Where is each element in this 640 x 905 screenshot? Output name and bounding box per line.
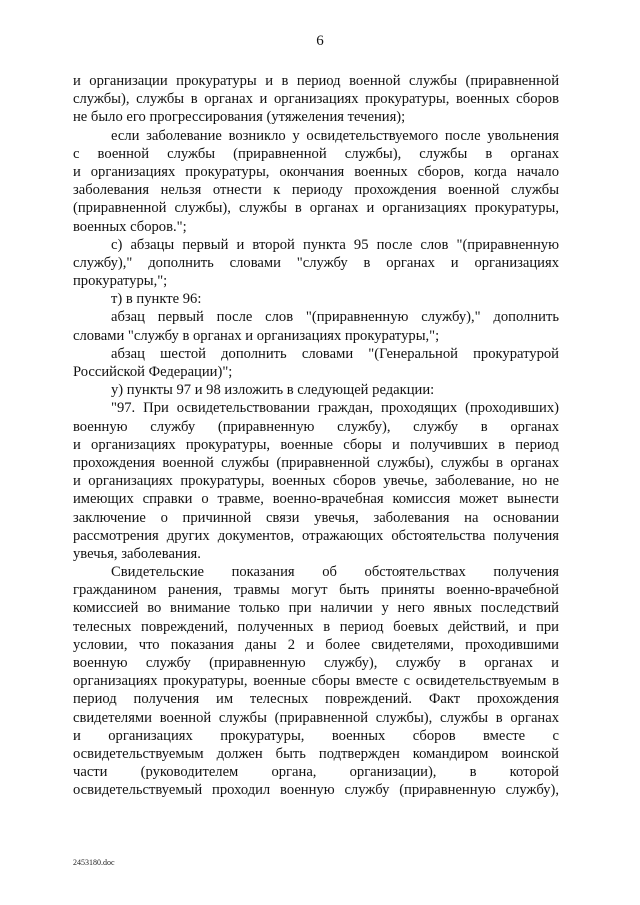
text-line: т) в пункте 96: <box>111 291 202 308</box>
text-line: заболевания нельзя отнести к периоду прохождения военной службы <box>73 182 559 199</box>
text-line: прохождения военной службы (приравненной службы), службы в органах <box>73 454 559 471</box>
text-line: службу)," дополнить словами "службу в органах и организациях <box>73 254 559 271</box>
text-line: военную службу (приравненную службу), службу в органах и <box>73 655 559 671</box>
text-line: "97. При освидетельствовании граждан, проходящих (проходивших) <box>111 400 559 417</box>
text-line: организациях прокуратуры, военные сборы вместе с освидетельствуемым в <box>73 673 559 690</box>
text-line: абзац шестой дополнить словами "(Генеральной прокуратурой <box>111 345 559 362</box>
text-line: с военной службы (приравненной службы), службы в органах <box>73 145 559 162</box>
text-line: военных сборов."; <box>73 218 187 235</box>
text-line: комиссией во внимание только при наличии у него явных последствий <box>73 600 559 617</box>
text-line: абзац первый после слов "(приравненную службу)," дополнить <box>111 309 559 326</box>
text-line: у) пункты 97 и 98 изложить в следующей редакции: <box>111 382 435 399</box>
text-line: прокуратуры,"; <box>73 273 168 290</box>
text-line: период получения им телесных повреждений. Факт прохождения <box>73 691 559 708</box>
text-line: имеющих справки о травме, военно-врачебная комиссия может вынести <box>73 491 559 508</box>
text-line: Свидетельские показания об обстоятельствах получения <box>111 564 559 581</box>
text-line: если заболевание возникло у освидетельствуемого после увольнения <box>111 127 559 144</box>
text-line: части (руководителем органа, организации), в которой <box>73 764 559 781</box>
text-line: и организациях прокуратуры, военные сборы и получивших в период <box>73 436 559 453</box>
text-line: заключение о причинной связи увечья, заболевания на основании <box>73 509 559 526</box>
text-line: гражданином ранения, травмы могут быть приняты военно-врачебной <box>73 582 559 599</box>
text-line: военную службу (приравненную службу), службу в органах <box>73 418 559 435</box>
text-line: освидетельствуемый проходил военную службу (приравненную службу), <box>73 782 559 799</box>
text-line: и организациях прокуратуры, военных сборов увечье, заболевание, но не <box>73 473 559 490</box>
footer-filename: 2453180.doc <box>73 858 115 867</box>
text-line: (приравненной службы), службы в органах и организациях прокуратуры, <box>73 200 559 217</box>
text-line: свидетелями военной службы (приравненной службы), службы в органах <box>73 709 559 726</box>
document-body <box>73 72 559 800</box>
text-line: словами "службу в органах и организациях прокуратуры,"; <box>73 327 440 344</box>
text-line: освидетельствуемым должен быть подтвержден командиром воинской <box>73 745 559 762</box>
text-line: с) абзацы первый и второй пункта 95 после слов "(приравненную <box>111 236 559 253</box>
page-number: 6 <box>316 33 324 49</box>
text-line: телесных повреждений, полученных в период боевых действий, и при <box>73 618 559 635</box>
text-line: и организации прокуратуры и в период военной службы (приравненной <box>73 73 559 89</box>
text-line: службы), службы в органах и организациях прокуратуры, военных сборов <box>73 91 559 108</box>
text-line: рассмотрения других документов, отражающих обстоятельства получения <box>73 527 559 544</box>
text-line: и организациях прокуратуры, военных сборов вместе с <box>73 727 559 744</box>
text-line: условии, что показания даны 2 и более свидетелями, проходившими <box>73 636 559 653</box>
text-line: Российской Федерации)"; <box>73 364 233 380</box>
text-line: и организациях прокуратуры, окончания военных сборов, когда начало <box>73 163 559 180</box>
text-line: не было его прогрессирования (утяжеления течения); <box>73 109 406 126</box>
text-line: увечья, заболевания. <box>73 545 201 562</box>
